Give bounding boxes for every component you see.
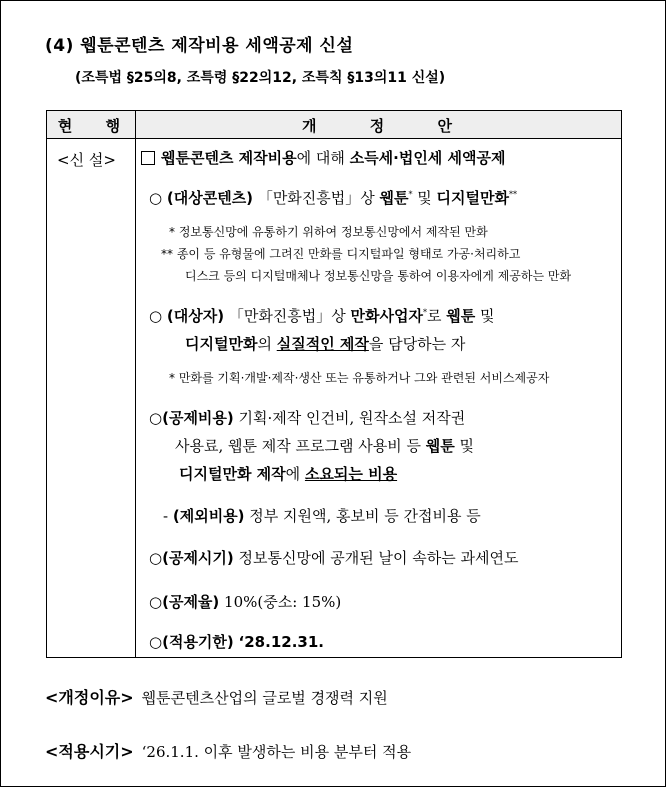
comparison-table xyxy=(46,110,622,658)
footnote-digital-comic-cont: 디스크 등의 디지털매체나 정보통신망을 통하여 이용자에게 제공하는 만화 xyxy=(185,269,572,283)
bullet-circle-icon: ○ xyxy=(149,307,163,325)
digital-comic-term: 디지털만화 xyxy=(185,335,258,353)
bullet-dash-icon: - xyxy=(163,507,169,525)
deduction-time-label: (공제시기) xyxy=(162,549,234,567)
excluded-cost-label: (제외비용) xyxy=(172,507,245,525)
intro-subject: 웹툰콘텐츠 제작비용 xyxy=(161,149,297,167)
deadline-label: (적용기한) xyxy=(162,633,234,651)
bullet-circle-icon: ○ xyxy=(149,593,163,611)
deduction-cost-item-cont2 xyxy=(179,463,397,484)
revision-reason xyxy=(45,685,388,708)
reason-label: <개정이유> xyxy=(45,688,134,707)
target-person-text: 을 담당하는 자 xyxy=(368,335,466,353)
current-cell: <신 설> xyxy=(57,151,116,169)
excluded-cost-item xyxy=(163,505,481,526)
webtoon-term: 웹툰 xyxy=(446,307,476,325)
deduction-time-text: 정보통신망에 공개된 날이 속하는 과세연도 xyxy=(233,549,519,567)
conjunction-text: 및 xyxy=(412,189,437,207)
target-content-text: 「만화진흥법」상 xyxy=(253,189,380,207)
digital-comic-production-term: 디지털만화 제작 xyxy=(179,465,286,483)
column-divider xyxy=(135,111,136,657)
bullet-circle-icon: ○ xyxy=(149,633,163,651)
footnote-mark: * xyxy=(408,190,413,199)
checkbox-square-icon xyxy=(141,151,155,165)
webtoon-term: 웹툰 xyxy=(425,437,455,455)
intro-tax-type: 소득세·법인세 세액공제 xyxy=(349,149,506,167)
footnote-digital-comic: ** 종이 등 유형물에 그려진 만화를 디지털파일 형태로 가공·처리하고 xyxy=(161,247,521,261)
effective-label: <적용시기> xyxy=(45,742,134,761)
particle-text: 의 xyxy=(257,335,277,353)
footnote-mark: * xyxy=(423,308,427,317)
revision-intro xyxy=(141,147,505,168)
excluded-cost-text: 정부 지원액, 홍보비 등 간접비용 등 xyxy=(244,507,481,525)
required-cost-term: 소요되는 비용 xyxy=(304,465,398,483)
deduction-cost-label: (공제비용) xyxy=(162,409,234,427)
conjunction-text: 및 xyxy=(454,437,474,455)
deadline-item xyxy=(149,631,324,652)
deduction-rate-item xyxy=(149,591,341,612)
footnote-mark: ** xyxy=(509,190,517,199)
actual-production-term: 실질적인 제작 xyxy=(276,335,369,353)
table-header-row xyxy=(47,111,621,139)
intro-text: 에 대해 xyxy=(296,149,350,167)
target-person-text: 로 xyxy=(427,307,447,325)
deduction-cost-text: 기획·제작 인건비, 원작소설 저작권 xyxy=(233,409,466,427)
header-revised: 개 정 안 xyxy=(302,117,476,135)
target-content-item xyxy=(149,187,517,208)
target-person-item-cont xyxy=(185,333,465,354)
target-person-label: (대상자) xyxy=(166,307,225,325)
particle-text: 에 xyxy=(285,465,305,483)
footnote-comic-business: * 만화를 기획·개발·제작·생산 또는 유통하거나 그와 관련된 서비스제공자 xyxy=(169,371,550,385)
footnote-webtoon: * 정보통신망에 유통하기 위하여 정보통신망에서 제작된 만화 xyxy=(169,225,488,239)
deduction-time-item xyxy=(149,547,518,568)
deadline-value: ‘28.12.31. xyxy=(238,633,324,651)
deduction-rate-label: (공제율) xyxy=(162,593,220,611)
bullet-circle-icon: ○ xyxy=(149,549,163,567)
deduction-rate-text: 10%(중소: 15%) xyxy=(219,593,342,611)
comic-business-term: 만화사업자 xyxy=(350,307,423,325)
bullet-circle-icon: ○ xyxy=(149,189,163,207)
reason-text: 웹툰콘텐츠산업의 글로벌 경쟁력 지원 xyxy=(141,689,388,707)
digital-comic-term: 디지털만화 xyxy=(436,189,509,207)
target-person-text: 「만화진흥법」상 xyxy=(224,307,351,325)
section-title: (4) 웹툰콘텐츠 제작비용 세액공제 신설 xyxy=(45,36,354,56)
target-content-label: (대상콘텐츠) xyxy=(166,189,254,207)
conjunction-text: 및 xyxy=(475,307,495,325)
deduction-cost-text: 사용료, 웹툰 제작 프로그램 사용비 등 xyxy=(175,437,426,455)
deduction-cost-item-cont xyxy=(175,435,474,456)
effective-text: ‘26.1.1. 이후 발생하는 비용 분부터 적용 xyxy=(141,743,412,761)
target-person-item xyxy=(149,305,495,326)
header-current: 현 행 xyxy=(57,117,135,135)
webtoon-term: 웹툰 xyxy=(379,189,409,207)
deduction-cost-item xyxy=(149,407,465,428)
effective-date xyxy=(45,739,411,762)
legal-reference: (조특법 §25의8, 조특령 §22의12, 조특칙 §13의11 신설) xyxy=(75,70,446,86)
bullet-circle-icon: ○ xyxy=(149,409,163,427)
